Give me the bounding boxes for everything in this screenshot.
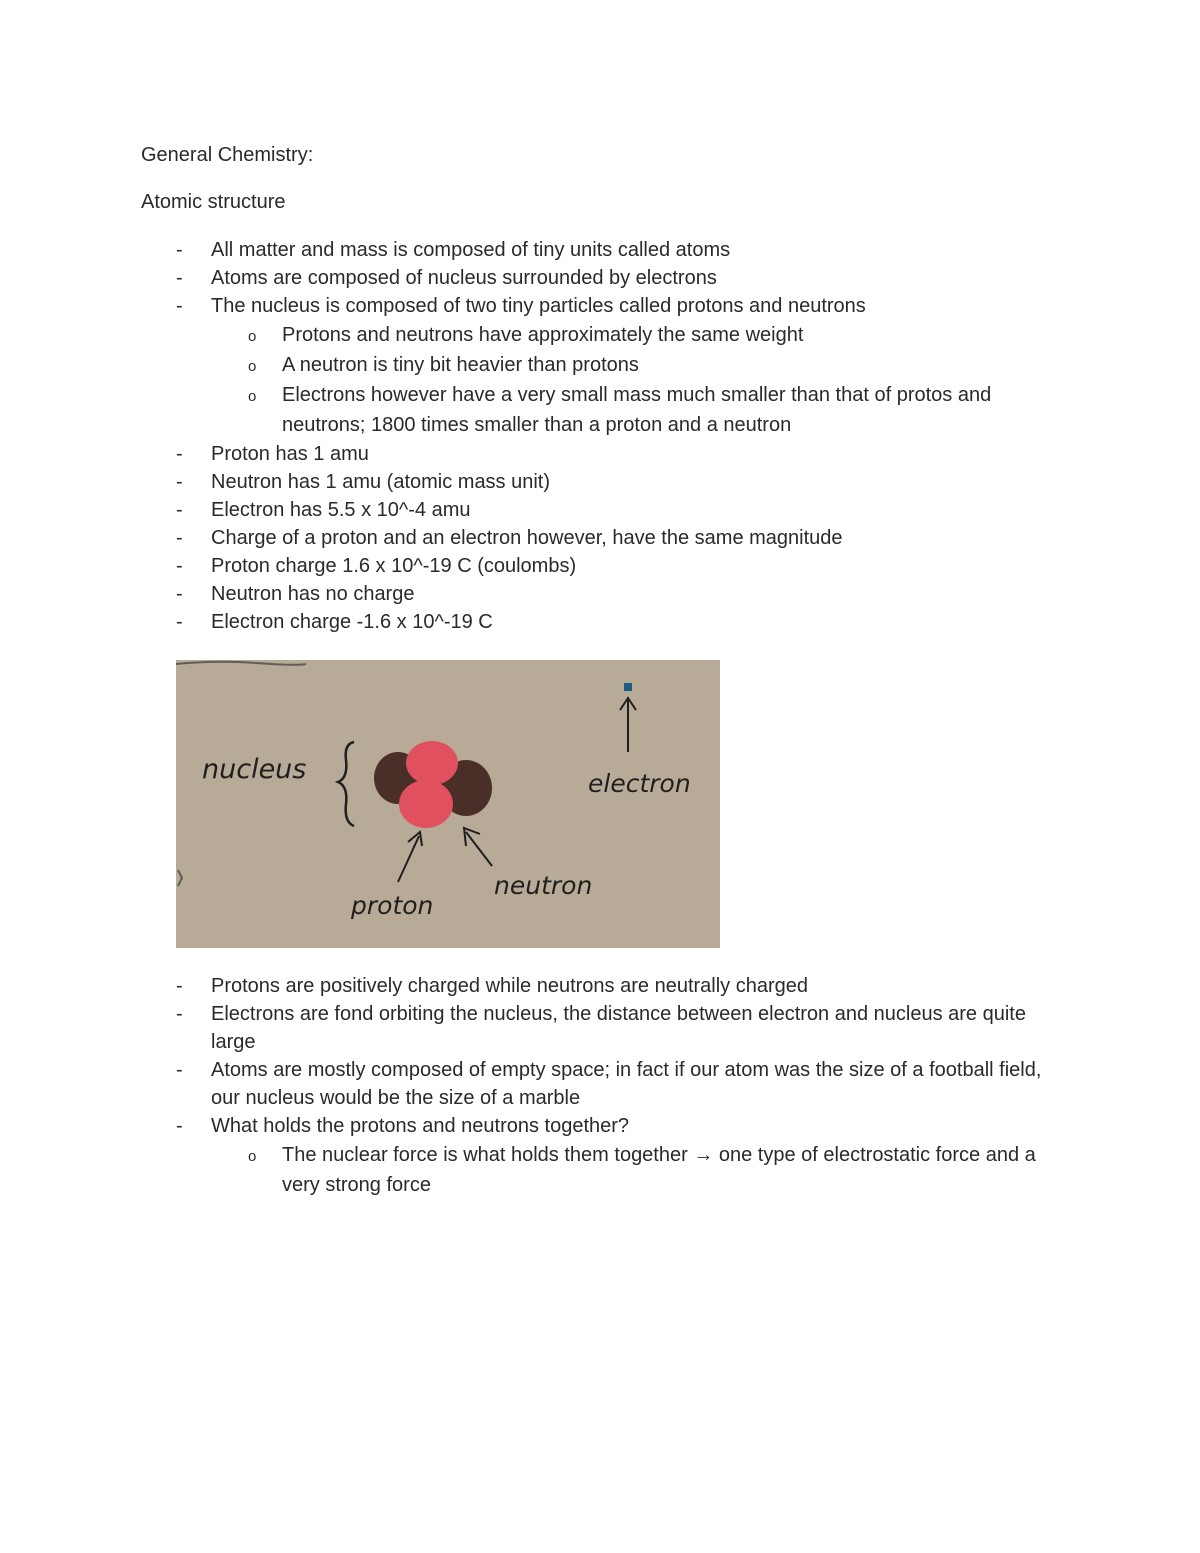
proton-label: proton xyxy=(351,891,434,920)
sub-list-item: o Electrons however have a very small mass much smaller than that of protos and neutrons; 1800 times smaller than a proton and a neutron xyxy=(282,380,1062,440)
atom-diagram-image xyxy=(176,660,720,948)
electron-label: electron xyxy=(588,769,691,798)
list-item: - Electrons are fond orbiting the nucleus, the distance between electron and nucleus are quite large xyxy=(0,1000,1071,1056)
electron-particle xyxy=(624,683,632,691)
nucleus-label: nucleus xyxy=(202,754,307,785)
list-item: - Neutron has no charge xyxy=(0,580,1071,608)
sub-list xyxy=(211,320,1071,440)
proton-particle xyxy=(399,780,453,828)
bullet-list-2 xyxy=(0,972,1200,1200)
list-item: - Protons are positively charged while neutrons are neutrally charged xyxy=(0,972,1071,1000)
sub-list-item: o Protons and neutrons have approximately the same weight xyxy=(282,320,1062,350)
list-item: - The nucleus is composed of two tiny particles called protons and neutrons o Protons and neutrons have approximately the same weight o A neutron is tiny bit heavier than protons o Electrons however have a very small mass much smaller than that of protos and neutrons; 1800 times smaller than a proton and a neutron xyxy=(0,292,1071,440)
list-item: - Proton charge 1.6 x 10^-19 C (coulombs) xyxy=(0,552,1071,580)
list-item: - Atoms are mostly composed of empty space; in fact if our atom was the size of a football field, our nucleus would be the size of a marble xyxy=(0,1056,1071,1112)
list-item: - All matter and mass is composed of tiny units called atoms xyxy=(0,236,1071,264)
list-item: - Atoms are composed of nucleus surrounded by electrons xyxy=(0,264,1071,292)
list-item: - Electron charge -1.6 x 10^-19 C xyxy=(0,608,1071,636)
neutron-label: neutron xyxy=(494,871,593,900)
list-item: - Proton has 1 amu xyxy=(0,440,1071,468)
list-item: - Neutron has 1 amu (atomic mass unit) xyxy=(0,468,1071,496)
bullet-list-1 xyxy=(0,236,1200,636)
document-title: General Chemistry: xyxy=(141,144,314,166)
list-item: - Charge of a proton and an electron however, have the same magnitude xyxy=(0,524,1071,552)
list-item: - What holds the protons and neutrons together? o The nuclear force is what holds them together → one type of electrostatic force and a very strong force xyxy=(0,1112,1071,1200)
list-item: - Electron has 5.5 x 10^-4 amu xyxy=(0,496,1071,524)
sub-list-item: o The nuclear force is what holds them together → one type of electrostatic force and a very strong force xyxy=(282,1140,1062,1200)
section-heading: Atomic structure xyxy=(141,191,286,213)
sub-list xyxy=(211,1140,1071,1200)
proton-particle xyxy=(406,741,458,785)
sub-list-item: o A neutron is tiny bit heavier than protons xyxy=(282,350,1062,380)
